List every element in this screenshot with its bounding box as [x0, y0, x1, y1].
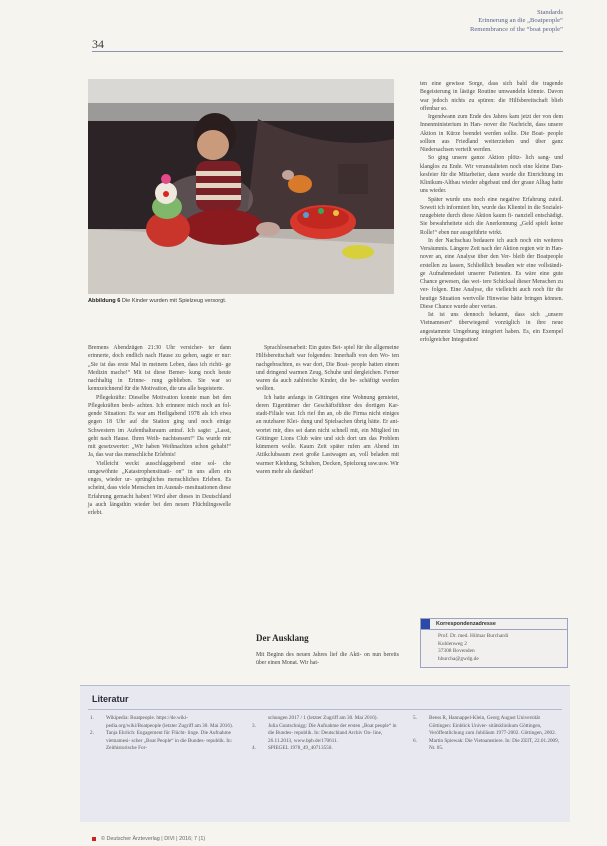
paragraph: Bremens Abendzügen 21:30 Uhr versicher- ter dann erinnerte, doch endlich nach Hause zu gehen, sagte er nur: „Sie ist das erste Mal in meinem Leben, dass ich richti- ge Medizin mache!“ Mit ist diese Bemer- kung noch heute nachhaltig in Erinne- rung geblieben. Sie war so kennzeichnend für die Motivation, die uns alle begeisterte. — [88, 345, 231, 393]
footer-marker — [92, 837, 96, 841]
page-footer — [92, 836, 205, 842]
paragraph: Pflegekräfte: Dieselbe Motivation konnte man bei den Pflegekräften beob- achten. Ich erinnere mich noch an fol- gende Situation: Es war am Heiligabend 1978 als ich etwa gegen 18 Uhr auf die Station ging und noch einige Schwestern im Aufenthaltsraum antraf. Ich sagte: „Lasst, geht nach Hause. Ihren Weih- nachtsessen!“ Da wurde mir mit gesetzwerter: „Wir haben Weihnachten schon gehabt!“ Ja, das war das menschliche Erlebnis! — [88, 394, 231, 459]
correspondence-box — [420, 618, 568, 668]
references-title: Literatur — [92, 694, 129, 704]
footer-text: © Deutscher Ärzteverlag | DIVI | 2016; 7 (1) — [101, 836, 206, 842]
paragraph: Vielleicht weckt ausschlaggebend eine sol- che umgewöhnte „Katastrophensituati- on“ in uns allen ein enges, wieder ur- sprüngliches menschliches Erleben. Es scheint, dass viele Menschen im Ausnah- mesituationen diese Erfahrung gemacht haben! Wird aber dieses in Deutschland ja auch längsthin wieder bei den neuen Flüchtlingswelle erlebt. — [88, 460, 231, 516]
correspondence-street: Kuhlenweg 2 — [438, 640, 467, 647]
header-title-de: Erinnerung an die „Boatpeople“ — [478, 17, 563, 25]
page-number: 34 — [92, 37, 104, 51]
correspondence-name: Prof. Dr. med. Hilmar Burchardi — [438, 633, 509, 639]
reference-item: 4. SPIEGEL 1978_49_40713550. — [252, 745, 333, 751]
figure-caption-label: Abbildung 6 — [88, 298, 121, 304]
references-column-2 — [252, 715, 402, 753]
reference-item: 3. Julia Guntschnigg: Die Aufnahme der ersten „Boat people“ in die Bundes- republik. In: Deutschland Archiv On- line, 26.11.2013, www.bpb.de/170611. — [252, 722, 397, 744]
paragraph: So ging unsere ganze Aktion plötz- lich sang- und klanglos zu Ende. Wir veranstalteten noch eine kleine Dan- kesfeier für die Mitarbeiter, dann wurde die Einrichtung im Klinikum-Altbau wieder abgebaut und der graue Alltag hatte uns wieder. — [420, 155, 563, 195]
references-column-1 — [90, 715, 240, 753]
figure-photo — [88, 79, 394, 294]
correspondence-title: Korrespondenzadresse — [436, 621, 496, 627]
references-rule — [88, 709, 562, 710]
text-column-2-continued — [256, 651, 399, 668]
paragraph: Ist ist uns dennoch bekannt, dass sich „unsere Vietnamesen“ überwiegend vorzüglich in ihre neue angestammte Umgebung integriert haben. Es, ein Exempel erfolgreicher Integration! — [420, 312, 563, 343]
header-title-en: Remembrance of the “boat people” — [469, 25, 563, 33]
paragraph: Sprachlosenarbeit: Ein gutes Bei- spiel für die allgemeine Hilfsbereitschaft war folgendes: Innerhalb von den Wo- ten nachgebrachten, es war dort, Die Boat- people hatten einem und dringend warmen Zeug, Schuhe und dergleichen. Ferner waren da auch zahlreiche Kinder, die be- schäftigt werden wollten. — [256, 345, 399, 393]
references-box — [80, 685, 570, 822]
paragraph: ten eine gewisse Sorge, dass sich bald die tragende Begeisterung in lästige Routine umwandeln könnte. Davon war jedoch nichts zu spüren: die Hilfsbereitschaft blieb offenbar so. — [420, 81, 563, 112]
child-with-toys-photo — [88, 79, 394, 294]
paragraph: In der Nachschau bedauere ich auch noch ein weiteres Versäumnis. Längere Zeit nach der Aktion regten wir in Han- nover an, eine Analyse über den Ver- bleib der Boatpeople erstellen zu lassen, Schließlich besaßen wir eine vollständi- ge Aufnahmedatei unserer Patienten. Es wäre eine gute Chance gewesen, das wei- tere Schicksal dieser Menschen zu ver- folgen. Eine Analyse, die vielleicht auch noch für die heutige Situation wertvolle Hinweise hätte bringen können. Diese Chance wurde aber vertan. — [420, 237, 563, 310]
reference-item: 6. Martin Spiewak: Die Vietnamstiere. In: Die ZEIT, 22.01.2009, Nr. 05. — [413, 737, 560, 751]
text-column-2 — [256, 344, 399, 476]
references-column-3 — [413, 715, 563, 753]
text-column-3 — [420, 80, 563, 344]
section-heading: Der Ausklang — [256, 633, 309, 643]
reference-item: 1. Wikipedia: Boatpeople. https://de.wiki- pedia.org/wiki/Boatpeople (letzter Zugriff am 30. Mai 2016). — [90, 715, 234, 729]
running-header — [470, 9, 563, 34]
correspondence-city: 37308 Bovenden — [438, 648, 475, 655]
paragraph: Später wurde uns noch eine negative Erfahrung zuteil. Soweit ich informiert bin, wurde das Klientel in die Sozialei- nzugebiete durch diese Aktion kaum fi- nanziell entschädigt. Sie bewahrheitete sich die Anerkennung „Geld spielt keine Rolle!“ eben nur ausgeführte wirkt. — [420, 196, 563, 236]
header-category: Standards — [536, 9, 563, 16]
paragraph: Mit Beginn des neuen Jahres lief die Akti- on nun bereits über einen Monat. Wir hat- — [256, 652, 399, 667]
accent-square — [421, 619, 430, 629]
reference-item: 5. Beess R, Hannappel-Klein, Georg August Universität Göttingen: Einblick Univer- sitätsklinikum Göttingen, Veröffentlichung zum Jubiläum 1977-2002. Göttingen, 2002. — [413, 715, 556, 736]
figure-caption — [88, 298, 394, 304]
paragraph: Ich hatte anfangs in Göttingen eine Wohnung gemietet, deren Eigentümer der Geschäftsführer des dortigen Kar- stadt-Filiale war. Ich rief ihn an, ob die Firma nicht einiges an nutzbarer Klei- dung und Spielsachen übrig hätte. Er ant- wortet mir, dies sei dann nicht schnell mit, ein Mitglied im Göttinger Lions Club wäre und sich dort um das Problem kümmern wolle. Kaum Zeit später rufen am Abend im Attikclubsaum zwei große Lastwagen an, voll beladen mit warmer Kleidung, Schuhen, Decken, Spielzeug usw.usw. Wir waren mehr als dankbar! — [256, 394, 399, 475]
reference-item: 2. Tanja Ehrlich: Engagement für Flücht- linge. Die Aufnahme vietnamesi- scher „Boat People“ in die Bundes- republik. In: Zeithistorische For- — [90, 730, 233, 751]
text-column-1 — [88, 344, 231, 517]
figure-caption-text: Die Kinder wurden mit Spielzeug versorgt. — [121, 298, 227, 304]
paragraph: Irgendwann zum Ende des Jahres kam jetzt der von dem Innenministerium in Han- nover die Nachricht, dass unsere Aktion in Kürze beendet werden sollte. Die Boat- people sollten aus Friedland weiterziehen und über ganz Niedersachsen verteilt werden. — [420, 114, 563, 153]
reference-item: schungen 2017 / 1 (letzter Zugriff am 30. Mai 2016). — [268, 715, 378, 721]
header-rule — [92, 51, 563, 52]
correspondence-email[interactable]: hburcha@gwdg.de — [438, 655, 479, 662]
